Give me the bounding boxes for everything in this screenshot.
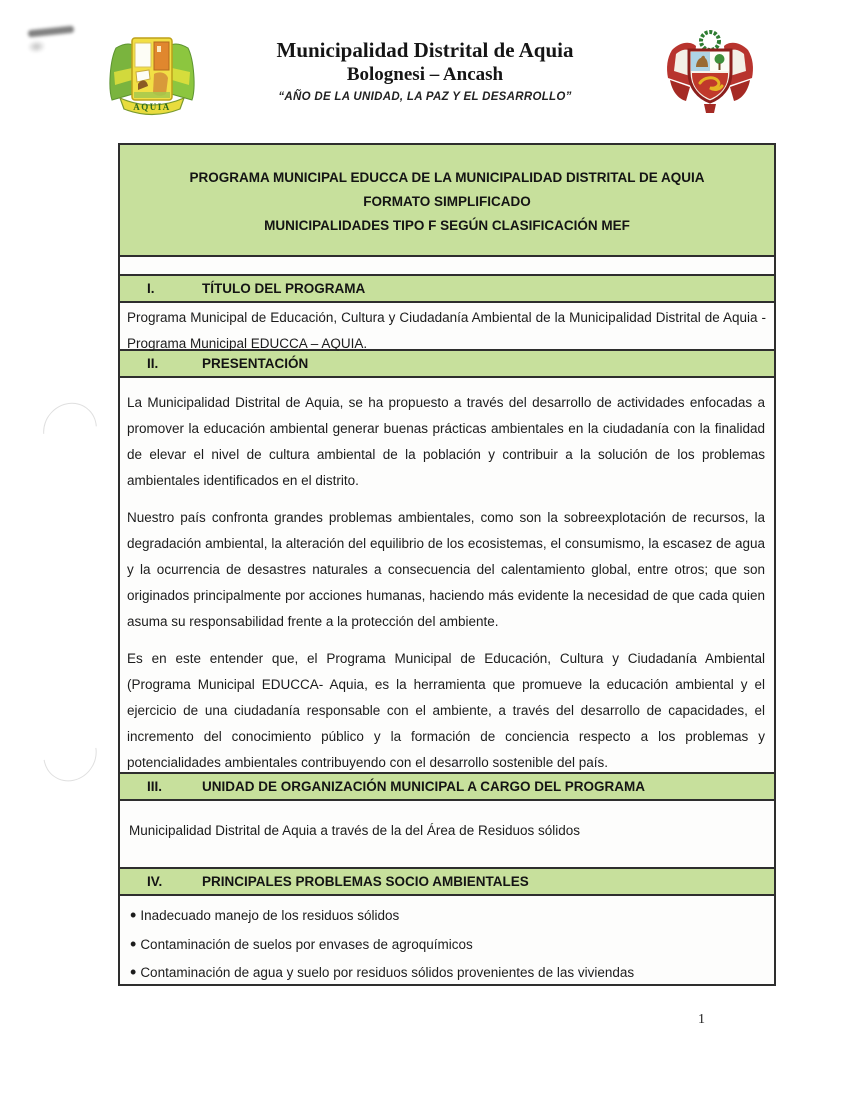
scan-arc-artifact bbox=[33, 716, 108, 792]
presentation-paragraph-1: La Municipalidad Distrital de Aquia, se ha propuesto a través del desarrollo de actividades enfocadas a promover la educación ambiental generar buenas prácticas ambientales en la ciudadanía con la finalidad de elevar el nivel de cultura ambiental de la población y contribuir a la solución de los problemas ambientales identificados en el distrito. bbox=[127, 395, 765, 488]
form-title-block bbox=[118, 143, 776, 257]
letterhead-subtitle: Bolognesi – Ancash bbox=[346, 64, 504, 85]
municipal-crest-icon bbox=[102, 32, 202, 122]
presentation-paragraph-3: Es en este entender que, el Programa Municipal de Educación, Cultura y Ciudadanía Ambiental (Programa Municipal EDUCCA- Aquia, es la herramienta que promueve la educación ambiental y el ejercicio de una ciudadanía responsable con el ambiente, a través del desarrollo de capacidades, el incremento del conocimiento público y la formación de conciencia respecto a los problemas y potencialidades ambientales contribuyendo con el desarrollo sostenible del país. bbox=[127, 651, 765, 770]
letterhead bbox=[0, 38, 850, 112]
section-i-heading: TÍTULO DEL PROGRAMA bbox=[202, 281, 366, 296]
letterhead-motto: “AÑO DE LA UNIDAD, LA PAZ Y EL DESARROLLO” bbox=[278, 91, 572, 103]
section-iii-heading: UNIDAD DE ORGANIZACIÓN MUNICIPAL A CARGO DEL PROGRAMA bbox=[202, 779, 646, 794]
program-form-table bbox=[118, 143, 776, 986]
section-iv-heading: PRINCIPALES PROBLEMAS SOCIO AMBIENTALES bbox=[202, 874, 529, 889]
section-ii-numeral: II. bbox=[147, 356, 159, 371]
letterhead-title: Municipalidad Distrital de Aquia bbox=[276, 38, 574, 62]
section-ii-heading: PRESENTACIÓN bbox=[202, 356, 309, 371]
crest-banner-label: AQUIA bbox=[133, 102, 171, 112]
municipal-crest-logo bbox=[102, 32, 202, 127]
section-iii-body bbox=[118, 799, 776, 869]
section-iii-numeral: III. bbox=[147, 779, 163, 794]
form-title-line-2: FORMATO SIMPLIFICADO bbox=[363, 194, 531, 209]
spacer-row bbox=[118, 255, 776, 276]
form-title-line-1: PROGRAMA MUNICIPAL EDUCCA DE LA MUNICIPALIDAD DISTRITAL DE AQUIA bbox=[189, 170, 705, 185]
section-ii-body bbox=[118, 376, 776, 774]
problems-list bbox=[130, 901, 766, 987]
section-i-body bbox=[118, 301, 776, 351]
page-number: 1 bbox=[698, 1012, 705, 1027]
section-iii-header bbox=[118, 772, 776, 801]
form-title-line-3: MUNICIPALIDADES TIPO F SEGÚN CLASIFICACIÓN MEF bbox=[264, 218, 630, 233]
section-i-text: Programa Municipal de Educación, Cultura y Ciudadanía Ambiental de la Municipalidad Distrital de Aquia - Programa Municipal EDUCCA – AQUIA. bbox=[127, 310, 766, 351]
section-i-numeral: I. bbox=[147, 281, 155, 296]
problem-item-3: • Contaminación de agua y suelo por residuos sólidos provenientes de las viviendas bbox=[130, 958, 766, 987]
section-iii-text: Municipalidad Distrital de Aquia a través de la del Área de Residuos sólidos bbox=[129, 823, 581, 838]
scan-smudge-artifact bbox=[28, 26, 74, 38]
peru-coat-of-arms-logo bbox=[658, 28, 762, 125]
section-iv-numeral: IV. bbox=[147, 874, 163, 889]
section-i-header bbox=[118, 274, 776, 303]
section-iv-header bbox=[118, 867, 776, 896]
scan-arc-artifact bbox=[32, 392, 108, 468]
problem-item-1: • Inadecuado manejo de los residuos sólidos bbox=[130, 901, 766, 930]
peru-coat-of-arms-icon bbox=[658, 28, 762, 120]
problem-item-2: • Contaminación de suelos por envases de agroquímicos bbox=[130, 930, 766, 959]
presentation-paragraph-2: Nuestro país confronta grandes problemas ambientales, como son la sobreexplotación de recursos, la degradación ambiental, la alteración del equilibrio de los ecosistemas, el consumismo, la escasez de agua y la ocurrencia de desastres naturales a consecuencia del calentamiento global, entre otros; que son originados principalmente por acciones humanas, haciendo más evidente la necesidad de que cada quien asuma su responsabilidad frente a la protección del ambiente. bbox=[127, 510, 765, 629]
section-iv-body bbox=[118, 894, 776, 986]
